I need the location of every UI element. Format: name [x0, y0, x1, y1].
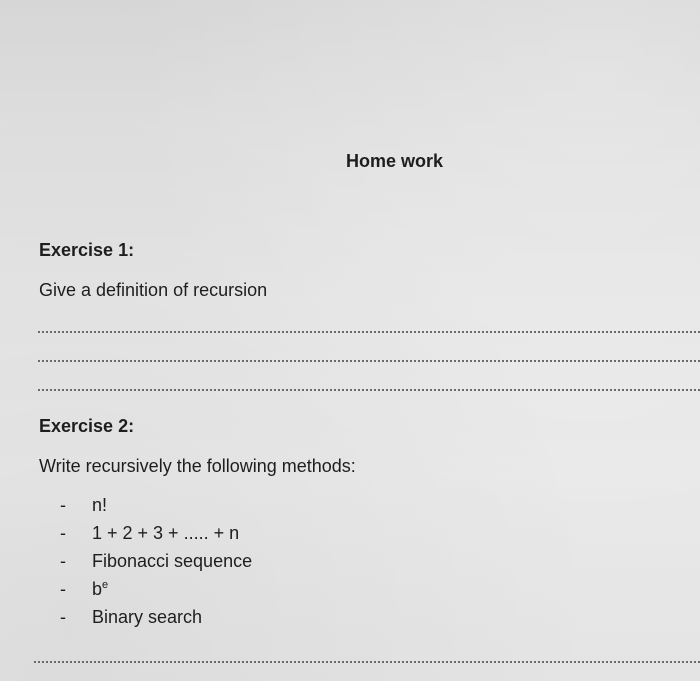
page-title: Home work [346, 151, 444, 171]
exercise-2-prompt: Write recursively the following methods: [39, 456, 356, 476]
bullet-dash: - [60, 551, 66, 571]
exercise-2-heading: Exercise 2: [39, 416, 135, 436]
exercise-1-heading: Exercise 1: [39, 240, 135, 260]
answer-line-3 [38, 389, 700, 391]
method-fibonacci: Fibonacci sequence [92, 551, 253, 571]
method-factorial: n! [92, 495, 108, 515]
bullet-dash: - [60, 607, 66, 627]
method-sum-series: 1 + 2 + 3 + ..... + n [92, 523, 240, 543]
exercise-1-prompt: Give a definition of recursion [39, 280, 268, 300]
bullet-dash: - [60, 495, 66, 515]
bullet-dash: - [60, 523, 66, 543]
bullet-dash: - [60, 579, 66, 599]
method-power [92, 579, 108, 600]
answer-line-4 [34, 661, 700, 663]
answer-line-1 [38, 331, 700, 333]
method-binary-search: Binary search [92, 607, 203, 627]
answer-line-2 [38, 360, 700, 362]
power-exponent: e [102, 579, 109, 591]
power-base: b [92, 579, 103, 599]
